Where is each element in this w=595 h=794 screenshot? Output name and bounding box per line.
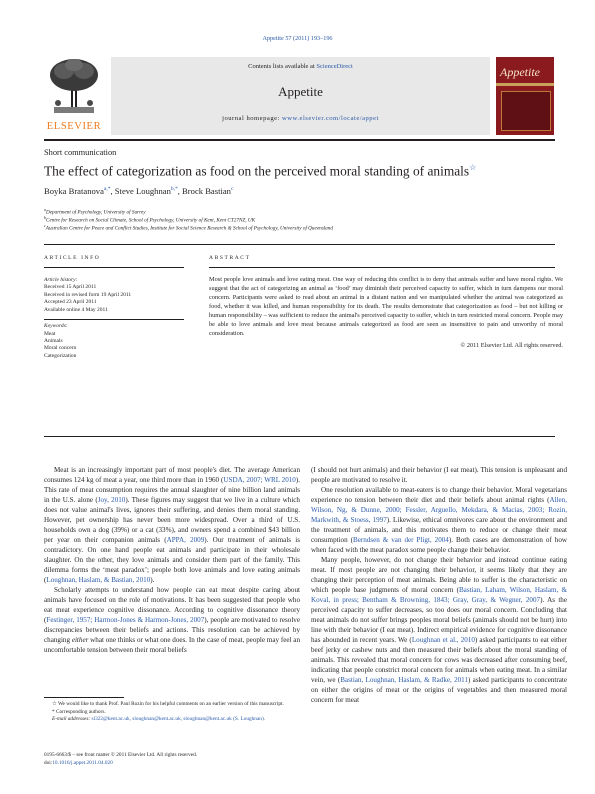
homepage-prefix: journal homepage: <box>222 115 283 122</box>
paragraph-text: ), people are motivated to resolve discrepancies between their beliefs and actions. This resolution can be achieved by changing <box>44 616 300 645</box>
footnote-corresponding: * Corresponding authors. <box>52 708 106 715</box>
citation-link[interactable]: USDA, 2007; WRL 2010 <box>223 476 296 485</box>
author-sup[interactable]: b,* <box>170 186 178 193</box>
abstract-heading: ABSTRACT <box>209 255 251 261</box>
abstract <box>209 276 563 351</box>
abstract-copyright: © 2011 Elsevier Ltd. All rights reserved. <box>460 341 563 349</box>
cover-title: Appetite <box>500 65 540 79</box>
elsevier-logo <box>44 55 104 130</box>
body-paragraph <box>311 555 567 705</box>
article-info <box>44 277 179 360</box>
citation-link[interactable]: Festinger, 1957; Harmon-Jones & Harmon-Jones, 2007 <box>46 616 205 625</box>
paragraph-text: ). This rate of meat consumption requires the annual slaughter of nine billion land animals in the U.S. alone ( <box>44 476 300 505</box>
journal-homepage <box>111 115 490 122</box>
cover-band <box>496 83 554 86</box>
affiliation <box>44 223 333 232</box>
citation-link[interactable]: Bastian, Laham, Wilson, Haslam, & Koval, in press; Bentham & Browning, 1843; Gray, Gray, & Wegner, 2007 <box>311 586 567 605</box>
paragraph-text: Meat is an increasingly important part of most people's diet. The average American consumes 124 kg of meat a year, one third more than in 1960 ( <box>44 466 300 485</box>
author-name: Boyka Bratanova <box>44 186 104 196</box>
cover-image <box>501 91 551 131</box>
body-paragraph <box>44 465 300 585</box>
author-name: Steve Loughnan <box>114 186 171 196</box>
issn-line: 0195-6663/$ – see front matter © 2011 Elsevier Ltd. All rights reserved. <box>44 752 198 758</box>
article-title <box>44 163 564 179</box>
author-sup[interactable]: c <box>230 186 234 193</box>
keywords-label: Keywords: <box>44 323 68 330</box>
section-type: Short communication <box>44 148 117 157</box>
affiliation-sup: c <box>44 223 46 228</box>
history-item: Received in revised form 19 April 2011 <box>44 291 132 298</box>
paragraph-text: ). As the perceived capacity to suffer decreases, so too does our moral concern. Concluding that meat animals do not suffer brings peoples moral beliefs (animals should not be hurt) into line with their behavior (I eat meat). Indirect empirical evidence for cognitive dissonance has abounded in recent years. We ( <box>311 596 567 645</box>
paragraph-text: ). Likewise, ethical omnivores care about the environment and the treatment of animals, and this motivates them to reduce or change their meat consumption ( <box>311 516 567 545</box>
footnote-star <box>44 701 300 709</box>
paragraph-text: ). These figures may suggest that we live in a culture which does not value animal's lives, ignores their suffering, and denies them moral standing. However, pet ownership has never been more widespread. Over a third of U.S. households own a dog (39%) or a cat (33%), and owners spend a combined $43 billion per year on their companion animals ( <box>44 496 300 545</box>
affiliation-sup: b <box>44 215 46 220</box>
email-links[interactable]: sl322@kent.ac.uk, sloughnan@kent.ac.uk, sloughnan@kent.ac.uk (S. Loughnan). <box>91 716 266 723</box>
body-column-right <box>311 465 567 705</box>
affiliation-rule <box>44 244 555 245</box>
citation-link[interactable]: Berndsen & van der Pligt, 2004 <box>353 536 449 545</box>
email-label: E-mail addresses: <box>52 716 91 723</box>
keyword: Categorization <box>44 352 77 359</box>
doi-link[interactable]: 10.1016/j.appet.2011.04.020 <box>52 759 113 766</box>
affiliation-text: Australian Centre for Peace and Conflict Studies, Institute for Social Science Research & School of Psychology, University of Queensland <box>45 225 333 232</box>
affiliation-text: Department of Psychology, University of Surrey <box>46 209 146 216</box>
paragraph-text: ) asked participants to concentrate on either the origins of meat or the origins of vegetables and then measured moral concern for meat <box>311 676 567 705</box>
keyword: Animals <box>44 337 63 344</box>
paragraph-text: Scholarly attempts to understand how people can eat meat despite caring about animals have focused on the role of motivations. It has been suggested that people who eat meat experience cognitive dissonance. According to cognitive dissonance theory ( <box>44 586 300 625</box>
doi-line <box>44 760 300 768</box>
keyword: Moral concern <box>44 345 77 352</box>
paragraph-text: what one thinks or what one does. In the case of meat, people may feel an uncomfortable tension between their moral beliefs <box>44 636 300 655</box>
tree-logo-icon <box>44 55 104 117</box>
author-sup[interactable]: a,* <box>103 186 111 193</box>
article-info-rule <box>44 267 184 268</box>
citation-link[interactable]: Loughnan et al., 2010 <box>411 636 475 645</box>
footnote-rule <box>44 697 124 698</box>
emphasis-text: either <box>71 636 89 645</box>
paragraph-text: ) asked participants to eat either beef jerky or cashew nuts and then measured their beliefs about the moral standing of animals. This revealed that moral concern for cows was decreased after consuming beef, indicating that people constrict moral concern for animals when eating meat. In a similar vein, we ( <box>311 636 567 685</box>
contents-line <box>111 63 490 70</box>
article-title-text: The effect of categorization as food on the perceived moral standing of animals <box>44 163 470 179</box>
contents-prefix: Contents lists available at <box>248 63 317 70</box>
homepage-link[interactable]: www.elsevier.com/locate/appet <box>282 115 379 122</box>
citation-link[interactable]: Loughnan, Haslam, & Bastian, 2010 <box>46 576 151 585</box>
footnote-star-mark: ☆ <box>52 701 57 707</box>
journal-title: Appetite <box>278 84 323 99</box>
author-sep: , <box>177 186 183 196</box>
paragraph-text: Many people, however, do not change their behavior and instead continue eating meat. If most people are not changing their behavior, it seems likely that they are changing their perception of meat animals. Being able to suffer is the characteristic on which people base judgments of moral concern ( <box>311 556 567 595</box>
author-name: Brock Bastian <box>182 186 231 196</box>
body-column-left <box>44 465 300 655</box>
sciencedirect-link[interactable]: ScienceDirect <box>316 63 353 70</box>
article-info-heading: ARTICLE INFO <box>44 255 101 261</box>
paragraph-text: (I should not hurt animals) and their behavior (I eat meat). This tension is unpleasant and people are motivated to resolve it. <box>311 466 567 485</box>
history-label: Article history: <box>44 277 78 283</box>
affiliation-sup: a <box>44 207 46 212</box>
history-item: Received 15 April 2011 <box>44 284 97 291</box>
paragraph-text: One resolution available to meat-eaters is to change their behavior. Moral vegetarians experience no tension between their diet and their beliefs about animal rights ( <box>311 486 567 505</box>
body-paragraph <box>311 485 567 555</box>
journal-cover <box>496 57 554 135</box>
keywords-rule <box>44 319 184 320</box>
body-paragraph <box>44 585 300 655</box>
footnote-star-text: We would like to thank Prof. Paul Rozin for his helpful comments on an earlier version of this manuscript. <box>57 701 284 707</box>
abstract-text: Most people love animals and love eating meat. One way of reducing this conflict is to deny that animals suffer and have moral rights. We suggest that the act of categorizing an animal as ‘food’ may diminish their perceived capacity to suffer, which in turn dampens our moral concern. Participants were asked to read about an animal in a distant nation and we manipulated whether the animal was categorized as food, whether it was killed, and human responsibility for its death. The results demonstrate that categorization as food – but not killing or human responsibility – was sufficient to reduce the animal's perceived capacity to suffer, which in turn restricted moral concern. People may be able to love animals and love meat because animals categorized as food are seen as insensitive to pain and unworthy of moral consideration. <box>209 276 563 337</box>
author-list <box>44 186 233 196</box>
journal-citation[interactable]: Appetite 57 (2011) 193–196 <box>262 35 333 42</box>
issn-doi <box>44 752 300 767</box>
journal-header-box <box>111 57 490 135</box>
citation-link[interactable]: Bastian, Loughnan, Haslam, & Radke, 2011 <box>340 676 469 685</box>
history-item: Available online 4 May 2011 <box>44 306 108 313</box>
header-rule <box>44 139 555 141</box>
history-item: Accepted 23 April 2011 <box>44 299 97 306</box>
title-footnote-mark[interactable]: ☆ <box>469 163 477 172</box>
publisher-name: ELSEVIER <box>46 121 102 132</box>
paragraph-text: ). Our treatment of animals is contradictory. On one hand people eat animals and participate in their wholesale slaughter. On the other, they love animals and consider them part of the family. This dilemma forms the ‘meat paradox’; people both love animals and love eating animals ( <box>44 536 300 585</box>
footnote-emails <box>44 716 300 724</box>
body-paragraph <box>311 465 567 485</box>
author-sep: , <box>110 186 115 196</box>
affiliation-text: Centre for Research on Social Climate, School of Psychology, University of Kent, Kent CT27NZ, UK <box>46 217 256 224</box>
keyword: Meat <box>44 330 56 337</box>
abstract-rule <box>209 267 555 268</box>
citation-link[interactable]: Joy, 2010 <box>97 496 126 505</box>
citation-link[interactable]: APPA, 2009 <box>166 536 205 545</box>
paragraph-text: ). <box>150 576 155 585</box>
corresponding-text: Corresponding authors. <box>55 708 106 715</box>
abstract-bottom-rule <box>44 436 555 437</box>
citation-link[interactable]: Allen, Wilson, Ng, & Dunne, 2000; Fessler, Arguello, Mekdara, & Macias, 2003; Rozin, Markwith, & Stoess, 1997 <box>311 496 567 525</box>
paragraph-text: ). Both cases are demonstration of how when faced with the meat paradox some people change their behavior. <box>311 536 567 555</box>
doi-label: doi: <box>44 759 53 766</box>
footnotes <box>44 701 300 724</box>
